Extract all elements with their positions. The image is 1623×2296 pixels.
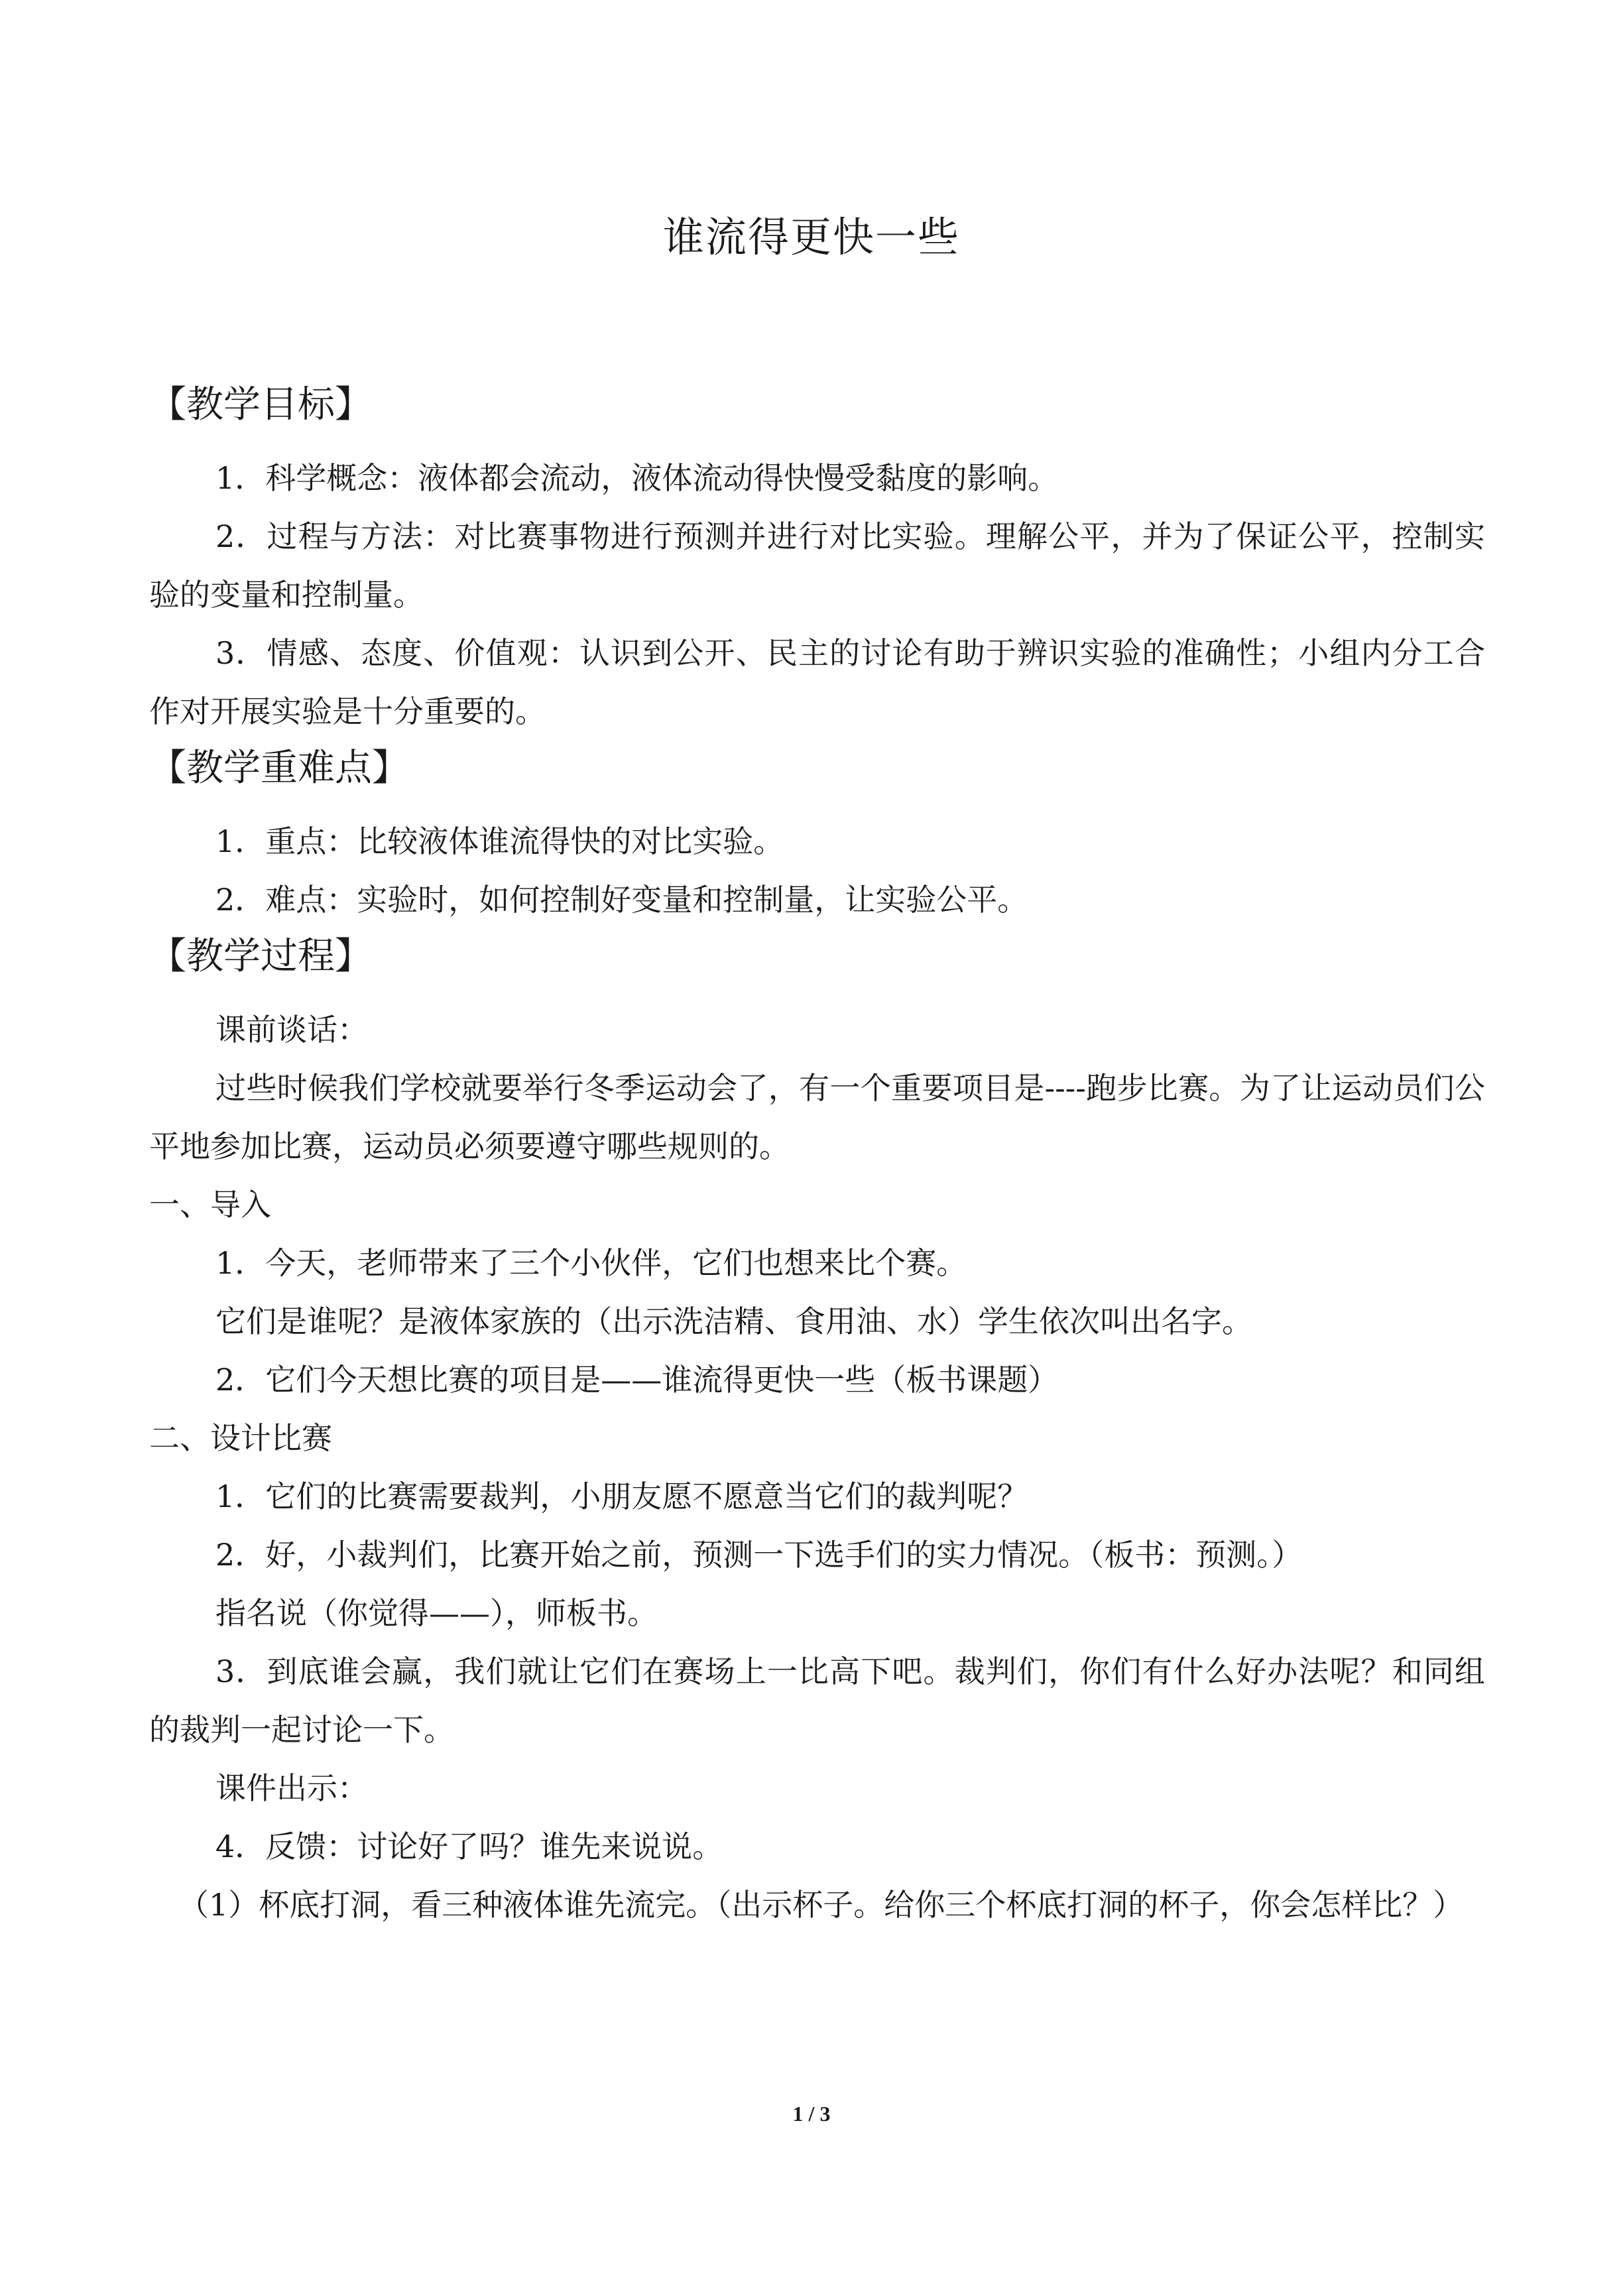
paragraph: 1．今天，老师带来了三个小伙伴，它们也想来比个赛。 bbox=[215, 1245, 967, 1281]
paragraph: 课前谈话： bbox=[215, 1012, 368, 1048]
subsection-heading: 二、设计比赛 bbox=[149, 1420, 332, 1456]
paragraph: 2．它们今天想比赛的项目是——谁流得更快一些（板书课题） bbox=[215, 1362, 1059, 1398]
paragraph: 4．反馈：讨论好了吗？谁先来说说。 bbox=[215, 1829, 723, 1864]
paragraph: 2．好，小裁判们，比赛开始之前，预测一下选手们的实力情况。（板书：预测。） bbox=[215, 1537, 1303, 1573]
subsection-heading: 一、导入 bbox=[149, 1187, 271, 1223]
paragraph: 指名说（你觉得——），师板书。 bbox=[215, 1595, 658, 1631]
document-title: 谁流得更快一些 bbox=[662, 213, 960, 261]
section-heading: 【教学目标】 bbox=[149, 383, 372, 426]
paragraph: 2．过程与方法：对比赛事物进行预测并进行对比实验。理解公平，并为了保证公平，控制实验的变量和控制量。 bbox=[149, 518, 1485, 613]
paragraph: 3．情感、态度、价值观：认识到公开、民主的讨论有助于辨识实验的准确性；小组内分工合作对开展实验是十分重要的。 bbox=[149, 635, 1485, 729]
section-heading: 【教学重难点】 bbox=[149, 747, 409, 790]
paragraph: 1．科学概念：液体都会流动，液体流动得快慢受黏度的影响。 bbox=[215, 460, 1059, 496]
section-teaching-process bbox=[149, 933, 1485, 1934]
paragraph: 它们是谁呢？是液体家族的（出示洗洁精、食用油、水）学生依次叫出名字。 bbox=[215, 1303, 1252, 1339]
document-body bbox=[149, 381, 1485, 1934]
paragraph: 1．它们的比赛需要裁判，小朋友愿不愿意当它们的裁判呢？ bbox=[215, 1479, 1028, 1514]
section-teaching-goals bbox=[149, 381, 1485, 741]
section-heading: 【教学过程】 bbox=[149, 935, 372, 978]
paragraph: 课件出示： bbox=[215, 1770, 368, 1806]
section-key-points bbox=[149, 745, 1485, 929]
paragraph: 过些时候我们学校就要举行冬季运动会了，有一个重要项目是----跑步比赛。为了让运动员们公平地参加比赛，运动员必须要遵守哪些规则的。 bbox=[149, 1070, 1485, 1164]
paragraph: 1．重点：比较液体谁流得快的对比实验。 bbox=[215, 823, 784, 859]
page-number: 1 / 3 bbox=[792, 2102, 831, 2126]
paragraph: 3．到底谁会赢，我们就让它们在赛场上一比高下吧。裁判们，你们有什么好办法呢？和同组的裁判一起讨论一下。 bbox=[149, 1654, 1485, 1748]
paragraph: （1）杯底打洞，看三种液体谁先流完。（出示杯子。给你三个杯底打洞的杯子，你会怎样比？） bbox=[178, 1887, 1464, 1923]
paragraph: 2．难点：实验时，如何控制好变量和控制量，让实验公平。 bbox=[215, 882, 1028, 918]
